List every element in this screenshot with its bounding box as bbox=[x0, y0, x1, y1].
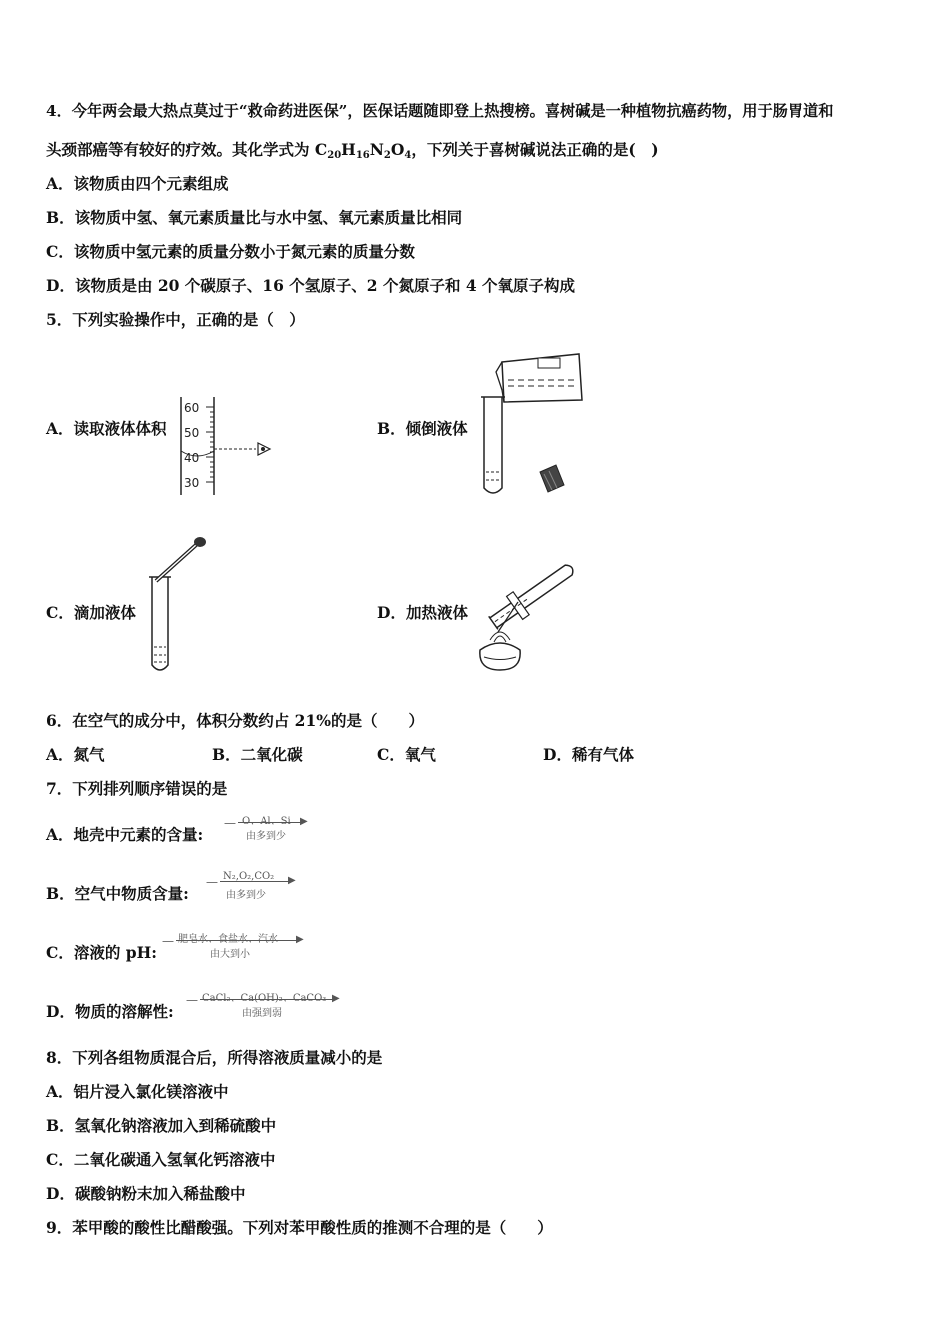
q8-option-a: A．铝片浸入氯化镁溶液中 bbox=[46, 1082, 229, 1101]
tick-label: 40 bbox=[184, 451, 200, 465]
q7-d-arrow: — CaCl₂、Ca(OH)₂、CaCO₃ ▶ 由强到弱 bbox=[186, 993, 340, 1019]
q7-option-c: C．溶液的 pH: bbox=[46, 943, 157, 962]
flame-icon bbox=[494, 636, 506, 642]
heating-liquid-figure bbox=[470, 562, 590, 677]
tick-label: 50 bbox=[184, 426, 200, 440]
q4-option-d: D．该物质是由 20 个碳原子、16 个氢原子、2 个氮原子和 4 个氧原子构成 bbox=[46, 276, 576, 295]
pouring-liquid-figure bbox=[474, 350, 594, 500]
q5-stem: 5．下列实验操作中，正确的是（ ） bbox=[46, 310, 305, 329]
q9-stem: 9．苯甲酸的酸性比醋酸强。下列对苯甲酸性质的推测不合理的是（ ） bbox=[46, 1218, 553, 1237]
q7-option-d: D．物质的溶解性: bbox=[46, 1002, 174, 1021]
q8-option-d: D．碳酸钠粉末加入稀盐酸中 bbox=[46, 1184, 246, 1203]
tick-label: 30 bbox=[184, 476, 200, 490]
q5-option-a: A．读取液体体积 bbox=[46, 419, 167, 438]
q4-option-c: C．该物质中氢元素的质量分数小于氮元素的质量分数 bbox=[46, 242, 415, 261]
q8-stem: 8．下列各组物质混合后，所得溶液质量减小的是 bbox=[46, 1048, 383, 1067]
q7-option-a: A．地壳中元素的含量: bbox=[46, 825, 204, 844]
q6-option-b: B．二氧化碳 bbox=[212, 745, 303, 764]
q8-option-c: C．二氧化碳通入氢氧化钙溶液中 bbox=[46, 1150, 276, 1169]
q6-option-c: C．氧气 bbox=[377, 745, 436, 764]
q5-option-b: B．倾倒液体 bbox=[377, 419, 468, 438]
q5-option-d: D．加热液体 bbox=[377, 603, 468, 622]
q6-stem: 6．在空气的成分中，体积分数约占 21%的是（ ） bbox=[46, 711, 424, 730]
q7-stem: 7．下列排列顺序错误的是 bbox=[46, 779, 228, 798]
tick-label: 60 bbox=[184, 401, 200, 415]
q7-a-arrow: — O、Al、Si ▶ 由多到少 bbox=[224, 816, 308, 842]
q7-option-b: B．空气中物质含量: bbox=[46, 884, 189, 903]
dropper-figure bbox=[140, 535, 220, 680]
graduated-cylinder-figure bbox=[176, 395, 276, 497]
q6-option-d: D．稀有气体 bbox=[543, 745, 634, 764]
dropper-bulb-icon bbox=[194, 537, 206, 547]
bottle-stopper-icon bbox=[540, 465, 564, 492]
q8-option-b: B．氢氧化钠溶液加入到稀硫酸中 bbox=[46, 1116, 277, 1135]
q6-option-a: A．氮气 bbox=[46, 745, 105, 764]
q4-stem-line1: 4．今年两会最大热点莫过于“救命药进医保”，医保话题随即登上热搜榜。喜树碱是一种植物抗癌药物，用于肠胃道和 bbox=[46, 102, 834, 120]
q7-b-arrow: — N₂,O₂,CO₂ ▶ 由多到少 bbox=[206, 871, 296, 901]
q4-stem-line2: 头颈部癌等有较好的疗效。其化学式为 $C_{20}H_{16}N_2O_4$，下列关于喜树碱说法正确的是( ) bbox=[46, 140, 659, 161]
alcohol-lamp-icon bbox=[480, 643, 520, 670]
q4-option-b: B．该物质中氢、氧元素质量比与水中氢、氧元素质量比相同 bbox=[46, 208, 463, 227]
q5-option-c: C．滴加液体 bbox=[46, 603, 136, 622]
q4-option-a: A．该物质由四个元素组成 bbox=[46, 174, 229, 193]
q7-c-arrow: — 肥皂水、食盐水、汽水 ▶ 由大到小 bbox=[162, 934, 304, 960]
